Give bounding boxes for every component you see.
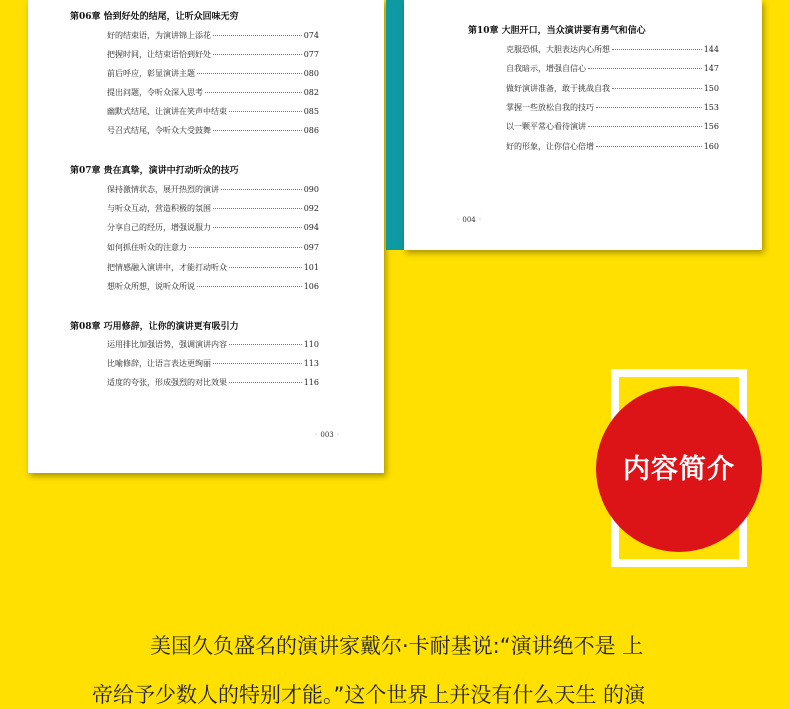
chapter-10-title: 第10章 大胆开口，当众演讲要有勇气和信心: [468, 26, 646, 36]
toc-item[interactable]: 比喻修辞，让语言表达更绚丽 113: [107, 359, 319, 368]
toc-item[interactable]: 提出问题，令听众深入思考 082: [107, 88, 319, 97]
toc-item[interactable]: 好的结束语，为演讲锦上添花 074: [107, 31, 319, 40]
intro-line-2: 帝给予少数人的特别才能。”这个世界上并没有什么天生 的演: [92, 683, 646, 707]
page-number-right: ◦ 004 ◦: [456, 216, 483, 224]
toc-item[interactable]: 克服恐惧，大胆表达内心所想 144: [506, 45, 719, 54]
toc-item[interactable]: 分享自己的经历，增强说服力 094: [107, 223, 319, 232]
toc-item[interactable]: 以一颗平常心看待演讲 156: [506, 122, 719, 131]
toc-item[interactable]: 自我暗示，增强自信心 147: [506, 64, 719, 73]
toc-item[interactable]: 运用排比加强语势，强调演讲内容 110: [107, 340, 319, 349]
toc-item[interactable]: 与听众互动，营造积极的氛围 092: [107, 204, 319, 213]
toc-item[interactable]: 把情感融入演讲中，才能打动听众 101: [107, 263, 319, 272]
toc-item[interactable]: 好的形象，让你信心倍增 160: [506, 142, 719, 151]
chapter-07-title: 第07章 贵在真挚，演讲中打动听众的技巧: [70, 166, 239, 176]
toc-item[interactable]: 如何抓住听众的注意力 097: [107, 243, 319, 252]
section-badge-label: 内容简介: [623, 454, 735, 485]
chapter-08-title: 第08章 巧用修辞，让你的演讲更有吸引力: [70, 322, 239, 332]
teal-page-edge: [386, 0, 404, 250]
page-number-left: ◦ 003 ◦: [314, 431, 341, 439]
toc-item[interactable]: 掌握一些放松自我的技巧 153: [506, 103, 719, 112]
chapter-06-title: 第06章 恰到好处的结尾，让听众回味无穷: [70, 12, 239, 22]
intro-line-1: 美国久负盛名的演讲家戴尔·卡耐基说:“演讲绝不是 上: [150, 634, 644, 658]
toc-item[interactable]: 幽默式结尾，让演讲在笑声中结束 085: [107, 107, 319, 116]
toc-item[interactable]: 做好演讲准备，敢于挑战自我 150: [506, 84, 719, 93]
toc-item[interactable]: 想听众所想，说听众所说 106: [107, 282, 319, 291]
toc-item[interactable]: 把握时间，让结束语恰到好处 077: [107, 50, 319, 59]
toc-item[interactable]: 保持激情状态，展开热烈的演讲 090: [107, 185, 319, 194]
toc-item[interactable]: 适度的夸张，形成强烈的对比效果 116: [107, 378, 319, 387]
toc-item[interactable]: 号召式结尾，令听众大受鼓舞 086: [107, 126, 319, 135]
toc-item[interactable]: 前后呼应，彰显演讲主题 080: [107, 69, 319, 78]
